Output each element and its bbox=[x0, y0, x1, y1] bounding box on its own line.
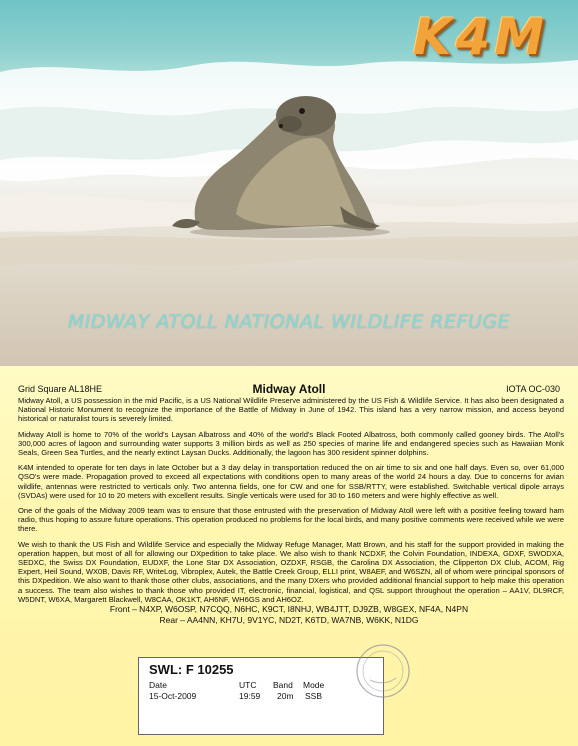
callsign-logo: K4M bbox=[412, 8, 548, 66]
band-value: 20m bbox=[277, 691, 294, 701]
front-operators: Front – N4XP, W6OSP, N7CQQ, N6HC, K9CT, I8NHJ, WB4JTT, DJ9ZB, W8GEX, NF4A, N4PN bbox=[109, 604, 469, 614]
date-value: 15-Oct-2009 bbox=[149, 691, 197, 701]
seal-beach-photo bbox=[0, 0, 578, 366]
grid-square-label: Grid Square AL18HE bbox=[18, 384, 103, 394]
date-header: Date bbox=[149, 680, 167, 690]
band-header: Band bbox=[273, 680, 293, 690]
paragraph-wildlife: Midway Atoll is home to 70% of the world's Laysan Albatross and 40% of the world's Black Footed Albatross, both commonly called gooney birds. The Atoll's 300,000 acres of lagoon and surrounding water supports 3 million birds as well as 250 species of marine life and endangered species such as Hawaiian Monk Seals, Green Sea Turtles, and the nearly extinct Laysan Ducks. Additionally, the lagoon has 300 resident spinner dolphins. bbox=[18, 429, 564, 458]
rear-operators: Rear – AA4NN, KH7U, 9V1YC, ND2T, K6TD, WA7NB, W6KK, N1DG bbox=[159, 615, 419, 625]
swl-label: SWL: F 10255 bbox=[149, 662, 234, 677]
paragraph-operation: K4M intended to operate for ten days in late October but a 3 day delay in transportation reduced the on air time to six and one half days. Even so, over 61,000 QSO's were made. Propagation proved to exceed all expectations with conditions open to many areas of the world 24 hours a day. Due to concerns for avian wildlife, antennas were restricted to verticals only. Two antenna fields, one for CW and one for SSB/RTTY, were established. Switchable vertical dipole arrays (SVDAs) were used for 10 to 20 meters with excellent results. Single verticals were used for 30 to 160 meters and were highly effective as well. bbox=[18, 463, 564, 500]
postmark-stamp-icon bbox=[352, 640, 414, 702]
refuge-title: MIDWAY ATOLL NATIONAL WILDLIFE REFUGE bbox=[67, 311, 511, 333]
utc-header: UTC bbox=[239, 680, 257, 690]
paragraph-goals: One of the goals of the Midway 2009 team was to ensure that those entrusted with the preservation of Midway Atoll were left with a positive feeling toward ham radio, thus hoping to assure future operations. This operation produced no problems for the local birds, and many positive comments were received while we were there. bbox=[18, 506, 564, 534]
description-text bbox=[18, 396, 564, 610]
mode-value: SSB bbox=[305, 691, 323, 701]
card-title: Midway Atoll bbox=[252, 382, 326, 396]
mode-header: Mode bbox=[303, 680, 325, 690]
paragraph-intro: Midway Atoll, a US possession in the mid Pacific, is a US National Wildlife Preserve administered by the US Fish & Wildlife Service. It has also been designated a National Historic Monument to recognize the importance of the Battle of Midway in June of 1942. This island has a very narrow mission, and access beyond historical or naturalist tours is severely limited. bbox=[18, 396, 564, 424]
utc-value: 19:59 bbox=[239, 691, 261, 701]
paragraph-thanks: We wish to thank the US Fish and Wildlife Service and especially the Midway Refuge Manager, Matt Brown, and his staff for the support provided in making the operation happen, but most of all for allowing our DXpedition to take place. We also wish to thank NCDXF, the Colvin Foundation, INDEXA, GDXF, SWODXA, SEDXC, the Swiss DX Foundation, EUDXF, the Lone Star DX Association, OZDXF, RSGB, the Carolina DX Association, the Clipperton DX Club, ACOM, Rig Expert, Heil Sound, WX0B, Davis RF, WriteLog, Vibroplex, Autek, the Battle Creek Group, ELLI print, W8AEF, and W6SZN, all of whom were principal sponsors of this DXpedition. We also want to thank those other clubs, associations, and the many DXers who provided additional financial support to help make this operation a success. The team also wishes to thank those who provided IT, electronic, financial, logistical, and QSL support throughout the operation – AA1V, DL9RCF, W5DNT, W6XA, Margarett Blackwell, W8CAA, OK1KT, AH6NF, WH6GS and AH6OZ. bbox=[18, 539, 564, 604]
qsl-confirmation-box bbox=[138, 657, 384, 735]
iota-label: IOTA OC-030 bbox=[506, 384, 560, 394]
